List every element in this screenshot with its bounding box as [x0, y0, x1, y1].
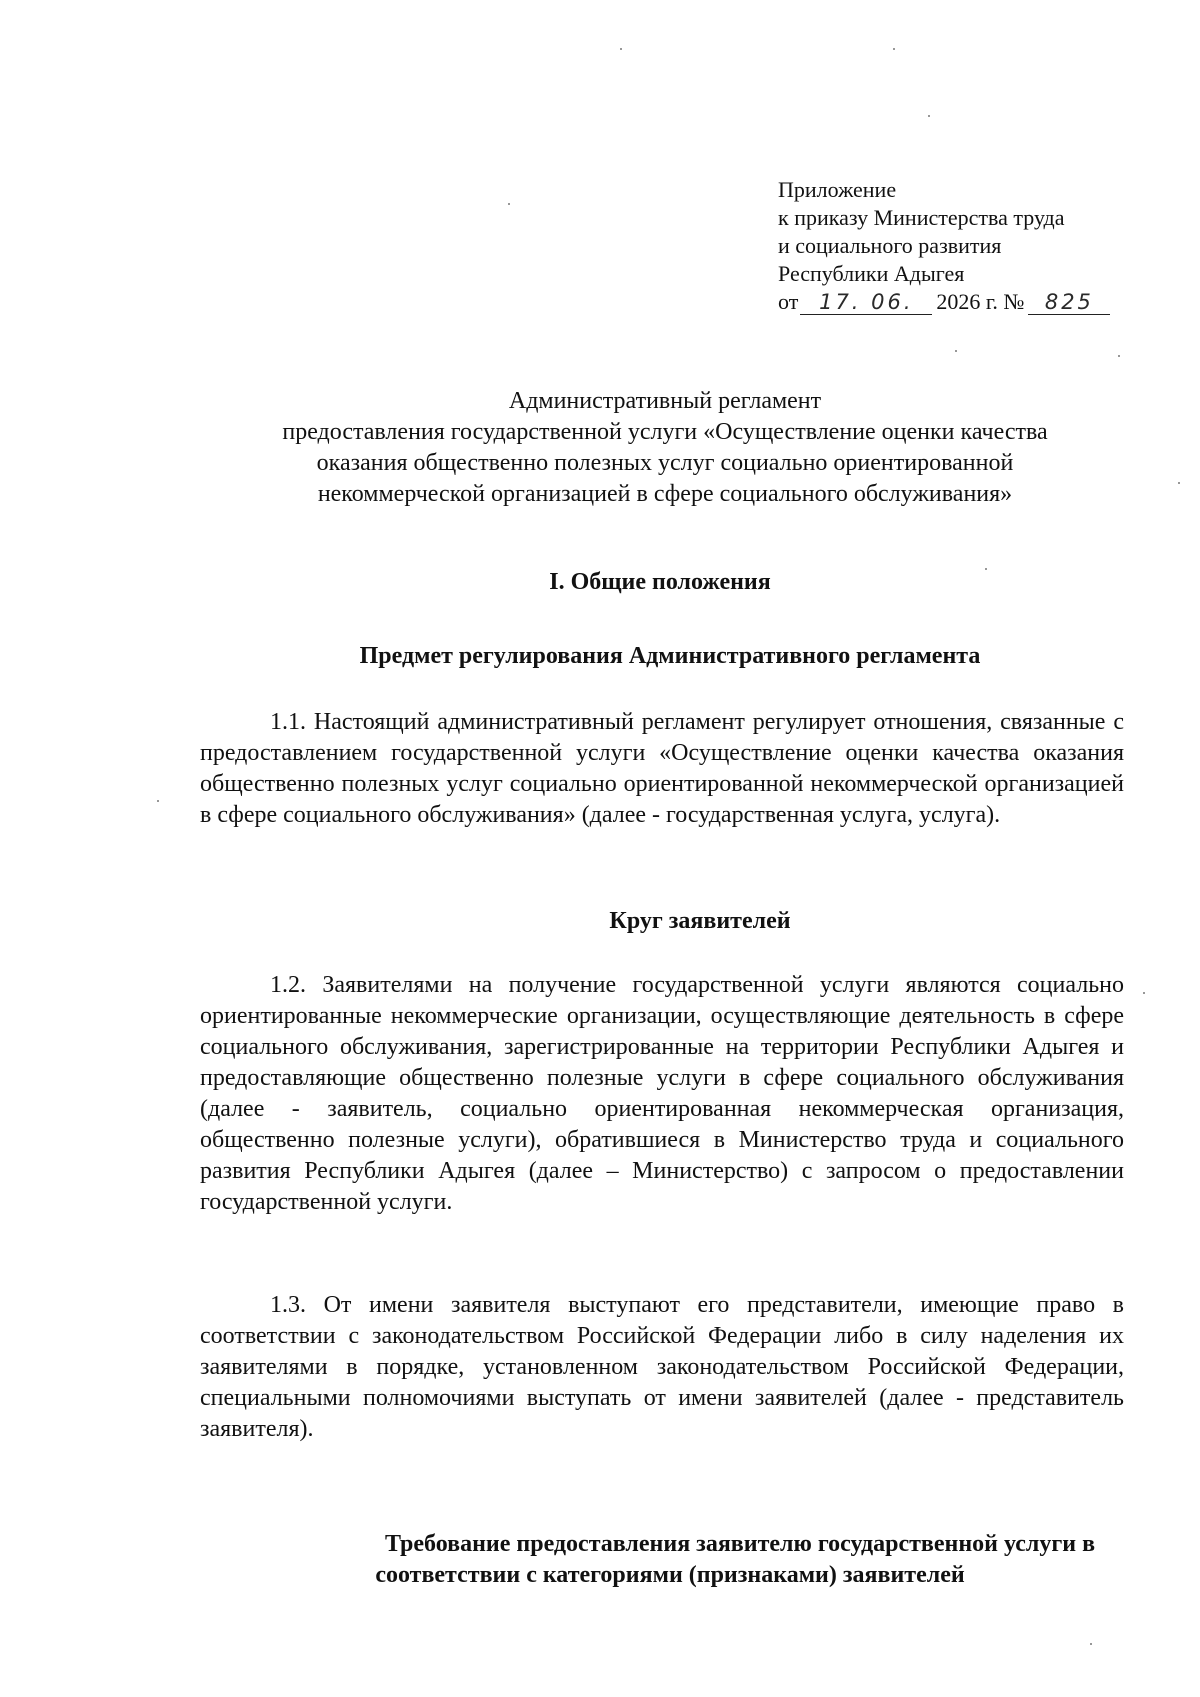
title-line: Административный регламент: [508, 388, 822, 414]
scan-speck: [508, 203, 510, 205]
subsection-heading-applicants: Круг заявителей: [609, 908, 791, 934]
date-prefix: от: [778, 289, 799, 314]
scan-speck: [620, 48, 622, 50]
paragraph-1-3: 1.3. От имени заявителя выступают его представители, имеющие право в соответствии с законодательством Российской Федерации либо в силу наделения их заявителями в порядке, установленном законодательством Российской Федерации, специальными полномочиями выступать от имени заявителей (далее - представитель заявителя).: [200, 1292, 1124, 1442]
approval-date-line: [778, 288, 1138, 316]
document-title: [150, 386, 1180, 510]
handwritten-date: 17. 06.: [800, 290, 932, 315]
paragraph-1-2: 1.2. Заявителями на получение государственной услуги являются социально ориентированные некоммерческие организации, осуществляющие деятельность в сфере социального обслуживания, зарегистрированные на территории Республики Адыгея и предоставляющие общественно полезные услуги в сфере социального обслуживания (далее - заявитель, социально ориентированная некоммерческая организация, общественно полезные услуги), обратившиеся в Министерство труда и социального развития Республики Адыгея (далее – Министерство) с запросом о предоставлении государственной услуги.: [200, 972, 1124, 1215]
paragraph-1-1: 1.1. Настоящий административный регламент регулирует отношения, связанные с предоставлением государственной услуги «Осуществление оценки качества оказания общественно полезных услуг социально ориентированной некоммерческой организацией в сфере социального обслуживания» (далее - государственная услуга, услуга).: [200, 709, 1124, 828]
title-line: оказания общественно полезных услуг социально ориентированной: [316, 450, 1014, 476]
approval-line: к приказу Министерства труда: [778, 205, 1065, 230]
scan-speck: [893, 48, 895, 50]
handwritten-number: 825: [1028, 290, 1110, 315]
year-and-number-label: 2026 г. №: [936, 289, 1025, 314]
scan-speck: [1143, 992, 1145, 994]
approval-line: Приложение: [778, 177, 897, 202]
title-line: некоммерческой организацией в сфере социального обслуживания»: [317, 481, 1013, 507]
scan-speck: [157, 800, 159, 802]
approval-line: и социального развития: [778, 233, 1002, 258]
heading-line: Требование предоставления заявителю государственной услуги в: [384, 1531, 1096, 1557]
subsection-heading-requirement: [150, 1529, 1190, 1591]
scan-speck: [1090, 1643, 1092, 1645]
heading-line: соответствии с категориями (признаками) заявителей: [375, 1562, 965, 1588]
approval-line: Республики Адыгея: [778, 261, 965, 286]
scan-speck: [928, 115, 930, 117]
scan-speck: [1118, 355, 1120, 357]
approval-block: [778, 176, 1138, 316]
section-heading-general: I. Общие положения: [549, 569, 771, 595]
subsection-heading-subject: Предмет регулирования Административного регламента: [359, 643, 981, 669]
scan-speck: [955, 350, 957, 352]
title-line: предоставления государственной услуги «Осуществление оценки качества: [282, 419, 1048, 445]
